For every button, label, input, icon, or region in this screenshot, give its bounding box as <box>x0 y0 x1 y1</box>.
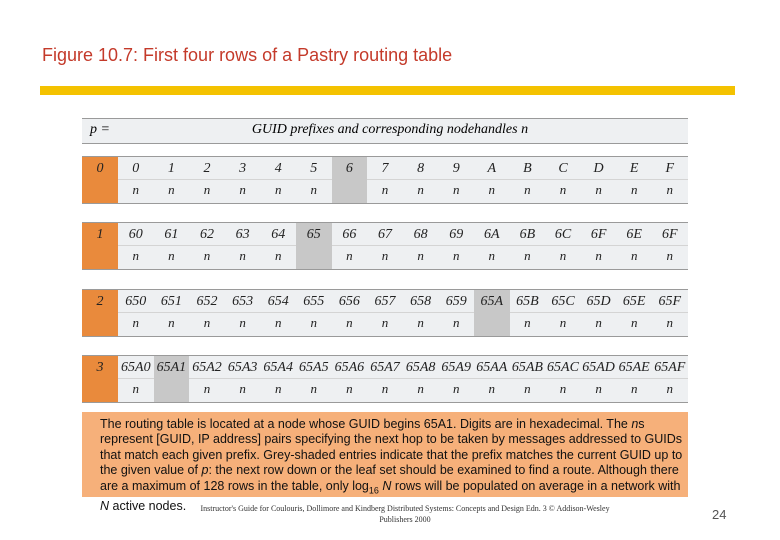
shaded-prefix-cell <box>154 356 190 402</box>
prefix-cell <box>474 157 510 203</box>
prefix-cell <box>403 356 439 402</box>
nodehandle: n <box>203 248 211 263</box>
nodehandle: n <box>203 182 211 197</box>
guid-prefix: 65E <box>622 294 646 309</box>
guid-prefix: 8 <box>417 161 425 176</box>
caption-p-var: p <box>201 463 209 478</box>
nodehandle: n <box>452 248 460 263</box>
shaded-prefix-cell <box>474 290 510 336</box>
guid-prefix: 65A <box>480 294 504 309</box>
guid-prefix: 69 <box>449 227 464 242</box>
prefix-cell <box>118 157 154 203</box>
caption-part1: The routing table is located at a node whose GUID begins 65A1. Digits are in hexadecimal. The <box>100 417 628 431</box>
guid-prefix: 656 <box>338 294 360 309</box>
prefix-cell <box>581 356 617 402</box>
nodehandle: n <box>524 182 531 197</box>
guid-prefix: 657 <box>374 294 396 309</box>
caption-part2: s represent [GUID, IP address] pairs specifying the next hop to be taken by messages addressed to GUIDs that match each given prefix. Grey-shaded entries indicate that the prefix matches the current GUID up to the given value of <box>100 417 683 478</box>
guid-prefix: 65A4 <box>263 360 293 375</box>
prefix-cell <box>296 157 332 203</box>
footer-line-2: Publishers 2000 <box>379 515 431 524</box>
guid-prefix: 1 <box>167 161 175 176</box>
guid-prefix: 60 <box>128 227 143 242</box>
prefix-cell <box>403 157 439 203</box>
nodehandle: n <box>666 381 674 396</box>
guid-prefix: 62 <box>199 227 214 242</box>
prefix-cell <box>367 223 403 269</box>
prefix-cell <box>154 223 190 269</box>
guid-prefix: 658 <box>410 294 432 309</box>
prefix-cell <box>189 290 225 336</box>
prefix-cell <box>438 157 474 203</box>
prefix-cell <box>581 157 617 203</box>
nodehandle: n <box>559 248 567 263</box>
guid-prefix: B <box>523 161 532 176</box>
nodehandle: n <box>310 315 318 330</box>
nodehandle: n <box>132 315 140 330</box>
guid-prefix: 6F <box>590 227 607 242</box>
footer-credit <box>185 503 625 525</box>
nodehandle: n <box>488 381 496 396</box>
guid-prefix: 3 <box>239 161 247 176</box>
guid-prefix: 5 <box>310 161 318 176</box>
guid-prefix: 65AF <box>654 360 686 375</box>
nodehandle: n <box>381 248 389 263</box>
guid-prefix: A <box>487 161 497 176</box>
prefix-cell <box>118 356 154 402</box>
guid-prefix: 6C <box>554 227 572 242</box>
prefix-cell <box>154 157 190 203</box>
prefix-cell <box>189 223 225 269</box>
guid-prefix: 65A1 <box>156 360 187 375</box>
guid-prefix: E <box>629 161 639 176</box>
guid-prefix: 63 <box>235 227 250 242</box>
guid-prefix: 9 <box>452 161 460 176</box>
nodehandle: n <box>381 182 389 197</box>
guid-prefix: 651 <box>160 294 182 309</box>
guid-prefix: 7 <box>381 161 389 176</box>
nodehandle: n <box>132 381 140 396</box>
nodehandle: n <box>274 182 282 197</box>
nodehandle: n <box>381 315 389 330</box>
prefix-cell <box>118 223 154 269</box>
prefix-cell <box>616 223 652 269</box>
nodehandle: n <box>239 315 246 330</box>
page-number: 24 <box>712 507 727 522</box>
prefix-cell <box>225 223 261 269</box>
prefix-cell <box>438 290 474 336</box>
row-p-value: 0 <box>96 161 104 176</box>
prefix-cell <box>510 290 546 336</box>
guid-prefix: 65A7 <box>370 360 400 375</box>
prefix-cell <box>367 290 403 336</box>
prefix-cell <box>225 356 261 402</box>
nodehandle: n <box>274 381 282 396</box>
guid-prefix: 65A6 <box>334 360 365 375</box>
nodehandle: n <box>595 182 602 197</box>
guid-prefix: 65A0 <box>121 360 151 375</box>
guid-prefix: 653 <box>232 294 254 309</box>
prefix-cell <box>332 223 368 269</box>
guid-prefix: 65AE <box>618 360 650 375</box>
nodehandle: n <box>630 182 638 197</box>
nodehandle: n <box>452 381 460 396</box>
nodehandle: n <box>203 315 211 330</box>
prefix-cell <box>332 356 368 402</box>
prefix-cell <box>652 356 688 402</box>
prefix-cell <box>154 290 190 336</box>
prefix-cell <box>260 290 296 336</box>
nodehandle: n <box>417 182 424 197</box>
nodehandle: n <box>666 315 674 330</box>
nodehandle: n <box>381 381 389 396</box>
nodehandle: n <box>524 248 531 263</box>
prefix-cell <box>189 356 225 402</box>
prefix-cell <box>474 356 510 402</box>
shaded-prefix-cell <box>296 223 332 269</box>
guid-prefix: D <box>593 161 604 176</box>
prefix-cell <box>296 356 332 402</box>
guid-prefix: 6F <box>662 227 678 242</box>
guid-prefix: 0 <box>132 161 140 176</box>
shaded-prefix-cell <box>332 157 368 203</box>
caption-text <box>100 417 685 514</box>
nodehandle: n <box>417 381 424 396</box>
guid-prefix: 6B <box>519 227 536 242</box>
nodehandle: n <box>274 315 282 330</box>
prefix-cell <box>367 356 403 402</box>
nodehandle: n <box>346 381 353 396</box>
caption-N-var-2: N <box>100 498 110 513</box>
guid-prefix: 65AC <box>547 360 579 375</box>
guid-prefix: 65AA <box>476 360 508 375</box>
guid-prefix: 6E <box>626 227 642 242</box>
nodehandle: n <box>168 315 175 330</box>
prefix-cell <box>118 290 154 336</box>
nodehandle: n <box>132 182 140 197</box>
nodehandle: n <box>595 381 602 396</box>
nodehandle: n <box>239 248 246 263</box>
nodehandle: n <box>595 248 602 263</box>
guid-prefix: 650 <box>125 294 147 309</box>
nodehandle: n <box>203 381 211 396</box>
guid-prefix: 65A9 <box>441 360 471 375</box>
guid-prefix: 659 <box>445 294 467 309</box>
row-p-value: 1 <box>96 227 104 242</box>
slide-title: Figure 10.7: First four rows of a Pastry routing table <box>42 45 453 65</box>
nodehandle: n <box>559 381 567 396</box>
caption-part5: active nodes. <box>112 498 187 513</box>
guid-prefix: 65 <box>306 227 321 242</box>
guid-prefix: 65A5 <box>299 360 329 375</box>
prefix-cell <box>403 223 439 269</box>
guid-prefix: 65D <box>586 294 611 309</box>
nodehandle: n <box>452 182 460 197</box>
guid-prefix: F <box>665 161 675 176</box>
table-header <box>82 118 688 144</box>
prefix-cell <box>189 157 225 203</box>
guid-prefix: C <box>558 161 568 176</box>
guid-prefix: 65C <box>551 294 575 309</box>
guid-prefix: 67 <box>377 227 392 242</box>
prefix-cell <box>438 223 474 269</box>
guid-prefix: 61 <box>164 227 179 242</box>
guid-prefix: 655 <box>303 294 325 309</box>
nodehandle: n <box>666 248 674 263</box>
nodehandle: n <box>417 315 424 330</box>
guid-prefix: 65AB <box>511 360 543 375</box>
prefix-cell <box>296 290 332 336</box>
guid-prefix: 68 <box>413 227 428 242</box>
header-p-label: p = <box>90 122 110 137</box>
guid-prefix: 65A3 <box>227 360 258 375</box>
guid-prefix: 65AD <box>582 360 615 375</box>
nodehandle: n <box>417 248 424 263</box>
prefix-cell <box>260 223 296 269</box>
nodehandle: n <box>132 248 140 263</box>
caption-log-base: 16 <box>368 485 379 496</box>
nodehandle: n <box>630 248 638 263</box>
row-p-value: 2 <box>96 294 104 309</box>
prefix-cell <box>510 356 546 402</box>
prefix-cell <box>545 356 581 402</box>
nodehandle: n <box>488 248 496 263</box>
prefix-cell <box>652 223 688 269</box>
footer-line-1: Instructor's Guide for Coulouris, Dollimore and Kindberg Distributed Systems: Concepts and Design Edn. 3 © Addison-Wesley <box>200 504 610 513</box>
nodehandle: n <box>630 315 638 330</box>
prefix-cell <box>510 157 546 203</box>
nodehandle: n <box>559 182 567 197</box>
guid-prefix: 6 <box>345 161 353 176</box>
nodehandle: n <box>310 182 318 197</box>
table-row <box>82 289 688 337</box>
nodehandle: n <box>310 381 318 396</box>
prefix-cell <box>225 290 261 336</box>
nodehandle: n <box>452 315 460 330</box>
guid-prefix: 652 <box>196 294 218 309</box>
prefix-cell <box>332 290 368 336</box>
nodehandle: n <box>168 248 175 263</box>
guid-prefix: 65A8 <box>405 360 436 375</box>
nodehandle: n <box>168 182 175 197</box>
prefix-cell <box>403 290 439 336</box>
guid-prefix: 66 <box>342 227 357 242</box>
nodehandle: n <box>274 248 282 263</box>
nodehandle: n <box>630 381 638 396</box>
guid-prefix: 65B <box>516 294 539 309</box>
caption-N-var: N <box>382 478 392 493</box>
guid-prefix: 64 <box>271 227 286 242</box>
prefix-cell <box>260 356 296 402</box>
prefix-cell <box>652 290 688 336</box>
prefix-cell <box>545 223 581 269</box>
nodehandle: n <box>346 248 353 263</box>
prefix-cell <box>545 290 581 336</box>
guid-prefix: 2 <box>203 161 211 176</box>
caption-part4: rows will be populated on average in a network with <box>394 478 681 493</box>
prefix-cell <box>225 157 261 203</box>
prefix-cell <box>581 223 617 269</box>
prefix-cell <box>510 223 546 269</box>
prefix-cell <box>616 290 652 336</box>
caption-n-var: n <box>631 417 639 431</box>
nodehandle: n <box>524 315 531 330</box>
prefix-cell <box>260 157 296 203</box>
guid-prefix: 6A <box>484 227 500 242</box>
title-rule <box>40 86 735 95</box>
prefix-cell <box>474 223 510 269</box>
guid-prefix: 4 <box>274 161 282 176</box>
nodehandle: n <box>239 182 246 197</box>
header-guid-label: GUID prefixes and corresponding nodehandles n <box>251 122 529 137</box>
table-row <box>82 355 688 403</box>
guid-prefix: 654 <box>267 294 289 309</box>
prefix-cell <box>581 290 617 336</box>
nodehandle: n <box>666 182 674 197</box>
nodehandle: n <box>595 315 602 330</box>
prefix-cell <box>367 157 403 203</box>
prefix-cell <box>545 157 581 203</box>
table-row <box>82 222 688 270</box>
prefix-cell <box>616 356 652 402</box>
nodehandle: n <box>488 182 496 197</box>
nodehandle: n <box>346 315 353 330</box>
guid-prefix: 65F <box>658 294 682 309</box>
prefix-cell <box>438 356 474 402</box>
nodehandle: n <box>559 315 567 330</box>
table-row <box>82 156 688 204</box>
prefix-cell <box>652 157 688 203</box>
nodehandle: n <box>524 381 531 396</box>
guid-prefix: 65A2 <box>192 360 222 375</box>
nodehandle: n <box>239 381 246 396</box>
prefix-cell <box>616 157 652 203</box>
caption-part3: : the next row down or the leaf set should be examined to find a route. Although there are a maximum of 128 rows in the table, only log <box>100 463 679 493</box>
row-p-value: 3 <box>96 360 104 375</box>
